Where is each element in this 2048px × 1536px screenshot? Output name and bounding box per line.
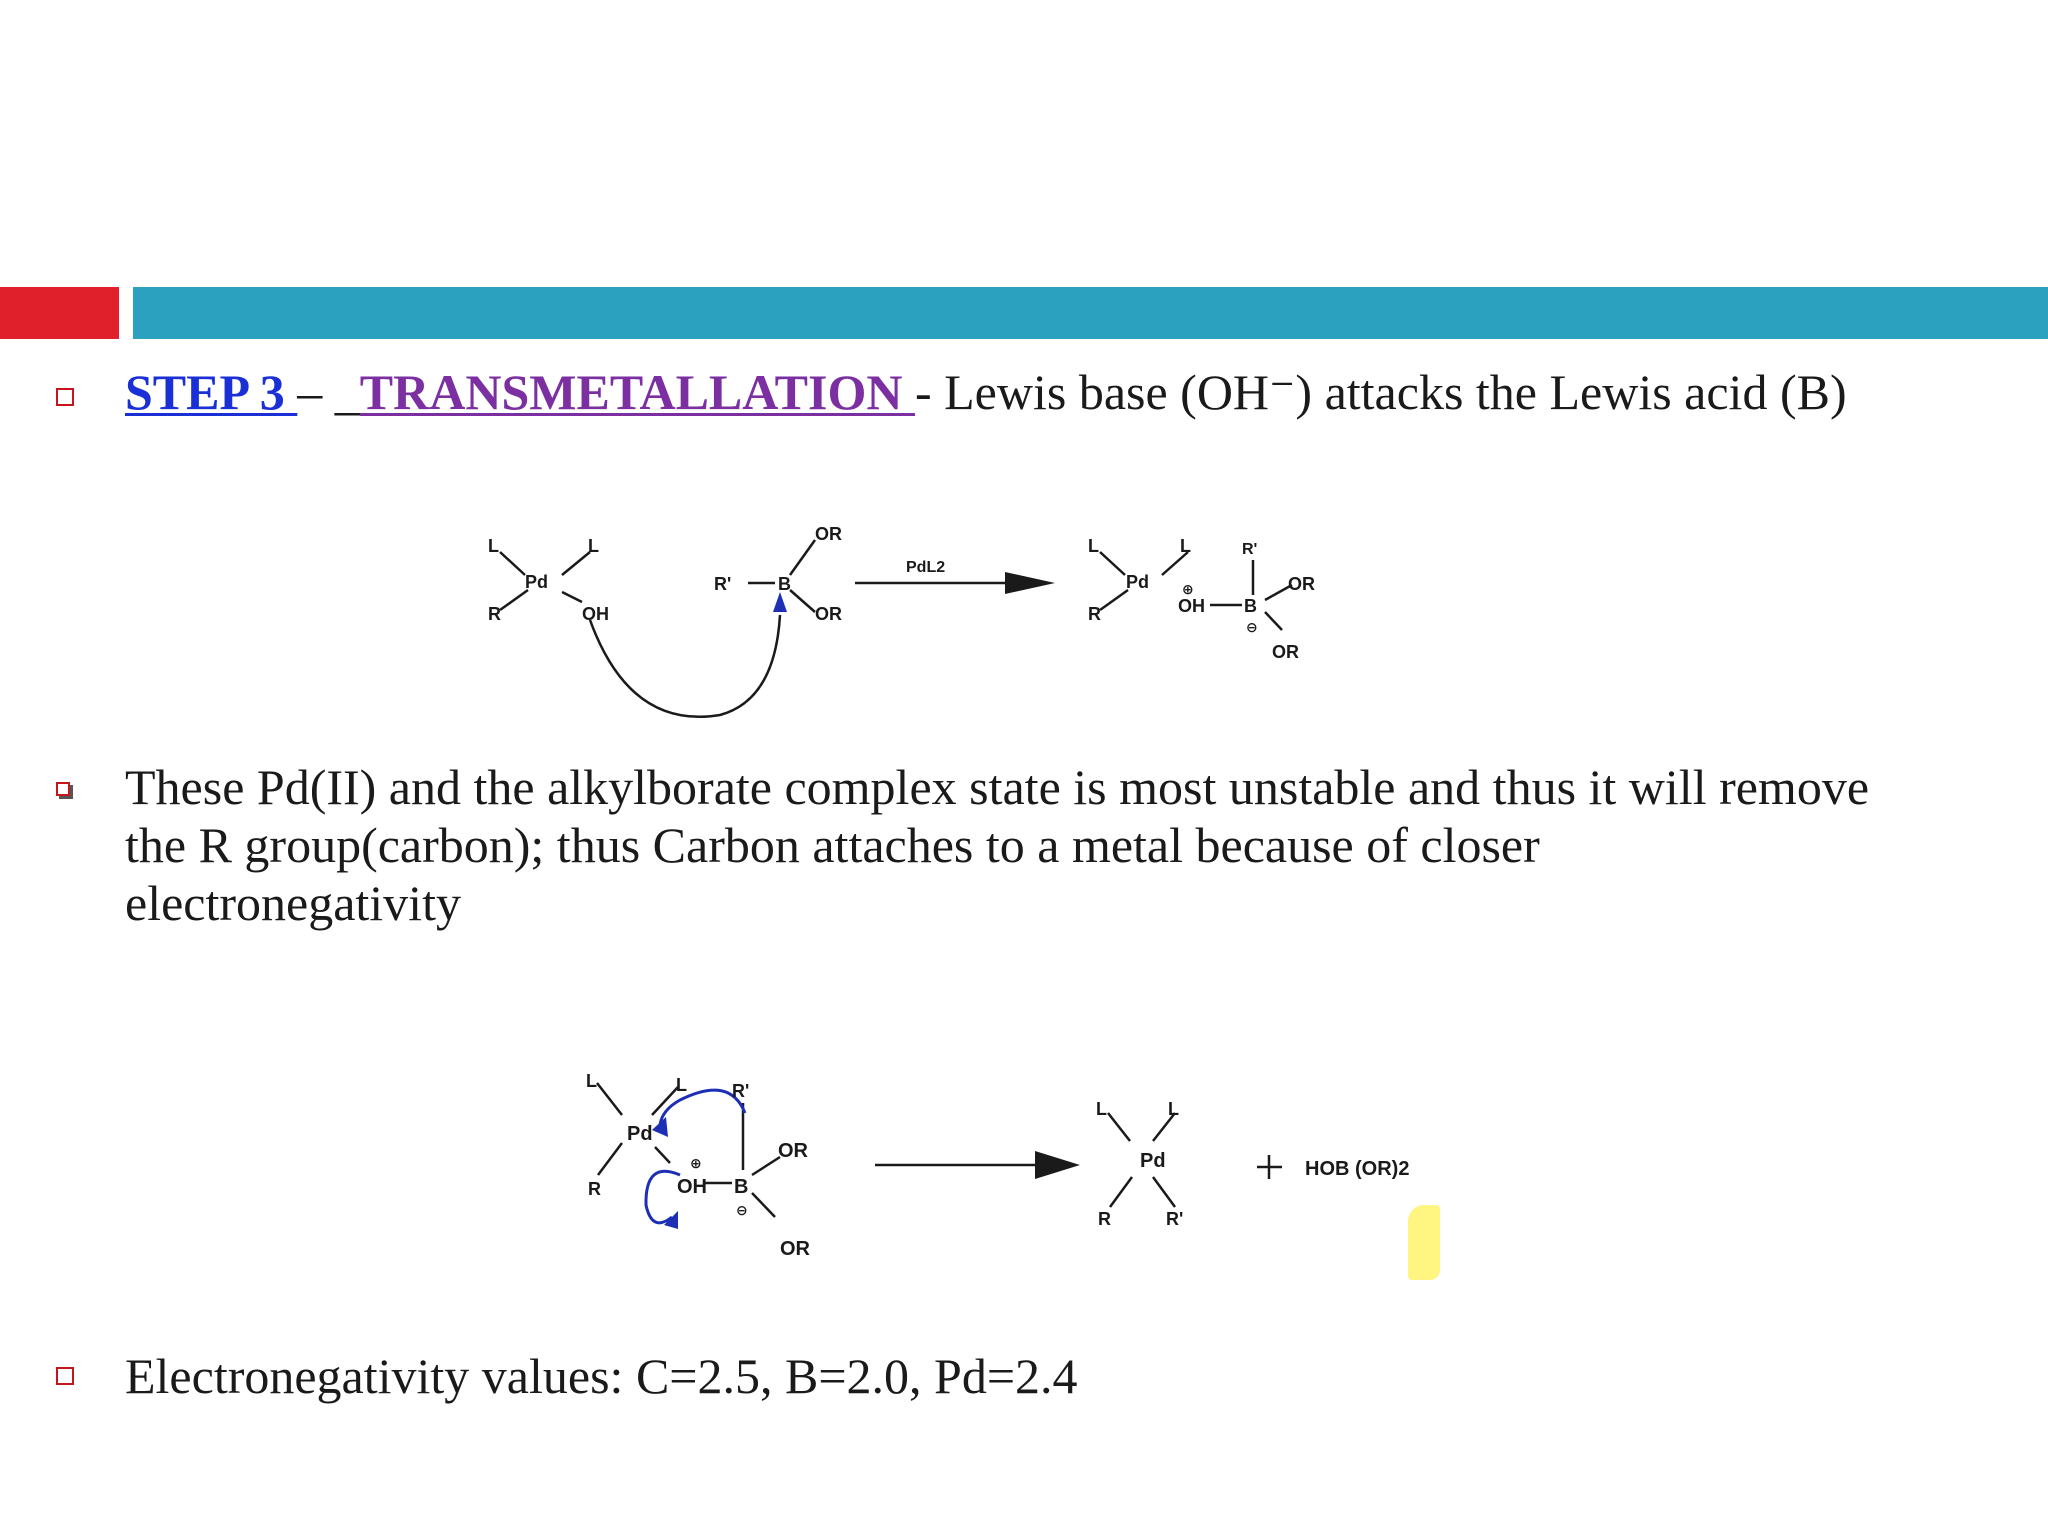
step-3-link[interactable]: STEP 3 [125, 364, 298, 420]
s1-R: R [488, 604, 501, 624]
s1-OR1: OR [815, 524, 842, 544]
hollow-square-bullet-icon [56, 1367, 74, 1385]
s2-pR: R [1098, 1209, 1111, 1229]
accent-bar-red [0, 287, 119, 339]
transmetallation-link[interactable]: TRANSMETALLATION [359, 364, 915, 420]
s2-OR1: OR [778, 1140, 808, 1162]
s1-B: B [778, 574, 791, 594]
s1-pB: B [1244, 596, 1257, 616]
alkylborate-paragraph: These Pd(II) and the alkylborate complex state is most unstable and thus it will remove the R group(carbon); thus Carbon attaches to a metal because of closer electronegativity [125, 759, 1870, 931]
s1-pOR2: OR [1272, 642, 1299, 662]
s1-pPd: Pd [1126, 572, 1150, 592]
s1-pL1: L [1088, 536, 1099, 556]
s2-pL2: L [1168, 1099, 1179, 1119]
s1-plus: ⊕ [1182, 581, 1194, 597]
s1-catalyst: PdL2 [906, 559, 946, 576]
s2-plus: ⊕ [690, 1155, 702, 1171]
s1-pL2: L [1180, 536, 1191, 556]
s2-R: R [588, 1179, 601, 1199]
s2-pPd: Pd [1140, 1150, 1166, 1172]
reaction-scheme-1 [470, 520, 1370, 740]
s1-L1: L [488, 536, 499, 556]
shadow-square-bullet-icon [56, 782, 70, 796]
electronegativity-values: Electronegativity values: C=2.5, B=2.0, Pd=2.4 [125, 1348, 1078, 1404]
step-heading-line [125, 362, 1847, 422]
s2-OH: OH [677, 1176, 707, 1198]
s2-Pd: Pd [627, 1123, 653, 1145]
s1-L2: L [588, 536, 599, 556]
hollow-square-bullet-icon [56, 388, 74, 406]
s1-OR2: OR [815, 604, 842, 624]
s1-OH: OH [582, 604, 609, 624]
s1-pRp: R' [1242, 541, 1258, 558]
s1-minus: ⊖ [1246, 619, 1258, 635]
s2-pRp: R' [1166, 1209, 1184, 1229]
underscore-text: _ [334, 364, 360, 420]
s2-Rp: R' [732, 1081, 750, 1101]
s1-Pd: Pd [525, 572, 549, 592]
s2-byproduct: HOB (OR)2 [1305, 1158, 1410, 1180]
s2-minus: ⊖ [736, 1202, 748, 1218]
s2-L1: L [586, 1071, 597, 1091]
s1-pOR1: OR [1288, 574, 1315, 594]
step-description: - Lewis base (OH⁻) attacks the Lewis acid (B) [914, 364, 1847, 420]
s2-OR2: OR [780, 1238, 810, 1260]
s1-pOH: OH [1178, 596, 1205, 616]
dash-text: – [297, 364, 335, 420]
s1-pR: R [1088, 604, 1101, 624]
accent-bar-teal [133, 287, 2048, 339]
highlight-mark [1408, 1205, 1440, 1280]
s2-pL1: L [1096, 1099, 1107, 1119]
reaction-scheme-2 [570, 1065, 1450, 1285]
s2-L2: L [676, 1075, 687, 1095]
s2-B: B [734, 1176, 749, 1198]
s1-Rp: R' [714, 574, 732, 594]
